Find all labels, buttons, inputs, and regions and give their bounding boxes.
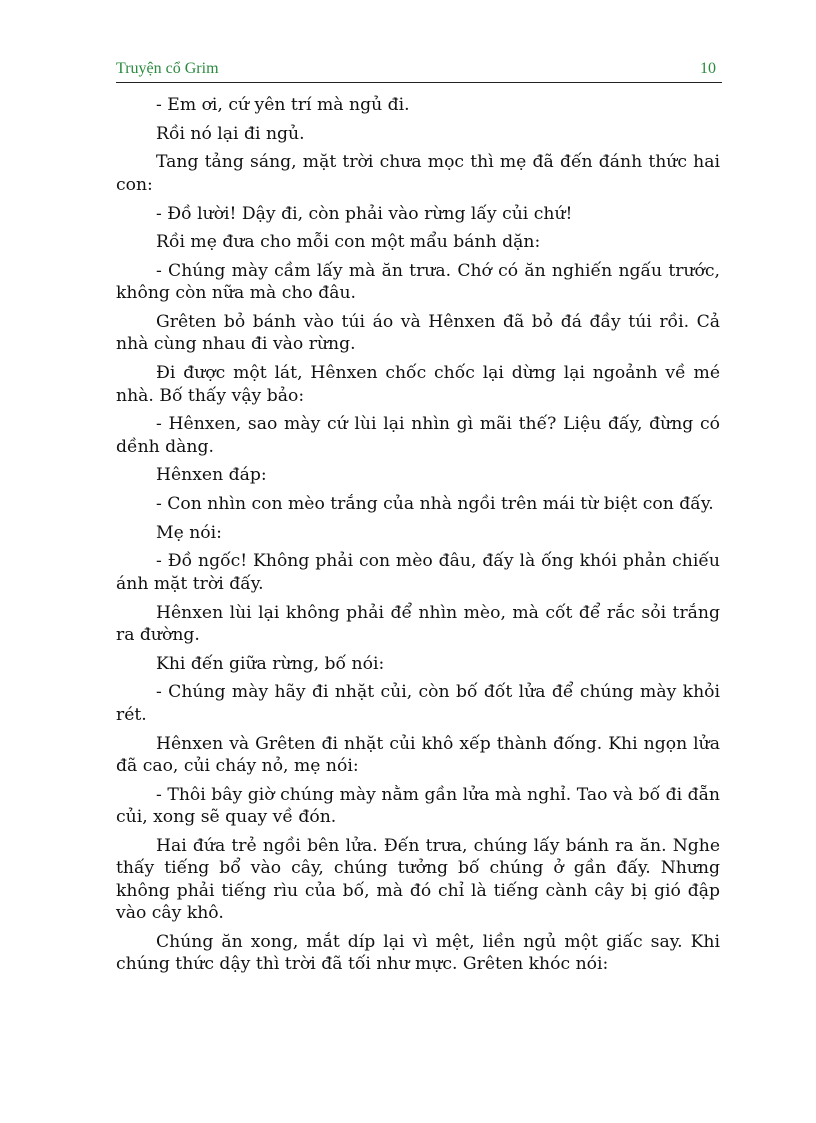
paragraph: Grêten bỏ bánh vào túi áo và Hênxen đã bỏ đá đầy túi rồi. Cả nhà cùng nhau đi vào rừng. <box>116 312 720 355</box>
paragraph: Mẹ nói: <box>156 522 222 543</box>
running-header <box>116 56 722 83</box>
paragraph: - Con nhìn con mèo trắng của nhà ngồi trên mái từ biệt con đấy. <box>156 494 714 515</box>
paragraph: Khi đến giữa rừng, bố nói: <box>156 653 385 674</box>
paragraph: Hênxen đáp: <box>156 465 267 486</box>
story-text <box>116 94 720 982</box>
paragraph: Hênxen lùi lại không phải để nhìn mèo, mà cốt để rắc sỏi trắng ra đường. <box>116 602 720 645</box>
paragraph: - Hênxen, sao mày cứ lùi lại nhìn gì mãi thế? Liệu đấy, đừng có dềnh dàng. <box>116 414 720 457</box>
paragraph: Hai đứa trẻ ngồi bên lửa. Đến trưa, chúng lấy bánh ra ăn. Nghe thấy tiếng bổ vào cây, chúng tưởng bố chúng ở gần đấy. Nhưng không phải tiếng rìu của bố, mà đó chỉ là tiếng cành cây bị gió đập vào cây khô. <box>116 835 720 923</box>
paragraph: - Chúng mày cầm lấy mà ăn trưa. Chớ có ăn nghiến ngấu trước, không còn nữa mà cho đâu. <box>116 260 720 304</box>
paragraph: - Đồ lười! Dậy đi, còn phải vào rừng lấy củi chứ! <box>156 203 573 224</box>
paragraph: Rồi mẹ đưa cho mỗi con một mẩu bánh dặn: <box>156 232 541 253</box>
paragraph: - Thôi bây giờ chúng mày nằm gần lửa mà nghỉ. Tao và bố đi đẵn củi, xong sẽ quay về đón. <box>116 784 720 828</box>
paragraph: - Chúng mày hãy đi nhặt củi, còn bố đốt lửa để chúng mày khỏi rét. <box>116 682 720 725</box>
paragraph: Tang tảng sáng, mặt trời chưa mọc thì mẹ đã đến đánh thức hai con: <box>116 152 720 195</box>
book-title: Truyện cổ Grim <box>116 60 219 77</box>
paragraph: Đi được một lát, Hênxen chốc chốc lại dừng lại ngoảnh về mé nhà. Bố thấy vậy bảo: <box>116 363 720 406</box>
paragraph: Hênxen và Grêten đi nhặt củi khô xếp thành đống. Khi ngọn lửa đã cao, củi cháy nỏ, mẹ nói: <box>116 733 720 776</box>
paragraph: - Em ơi, cứ yên trí mà ngủ đi. <box>156 95 410 115</box>
paragraph: - Đồ ngốc! Không phải con mèo đâu, đấy là ống khói phản chiếu ánh mặt trời đấy. <box>116 551 720 594</box>
paragraph: Rồi nó lại đi ngủ. <box>156 123 305 144</box>
page-number: 10 <box>700 60 716 77</box>
paragraph: Chúng ăn xong, mắt díp lại vì mệt, liền ngủ một giấc say. Khi chúng thức dậy thì trời đã tối như mực. Grêten khóc nói: <box>116 931 720 975</box>
